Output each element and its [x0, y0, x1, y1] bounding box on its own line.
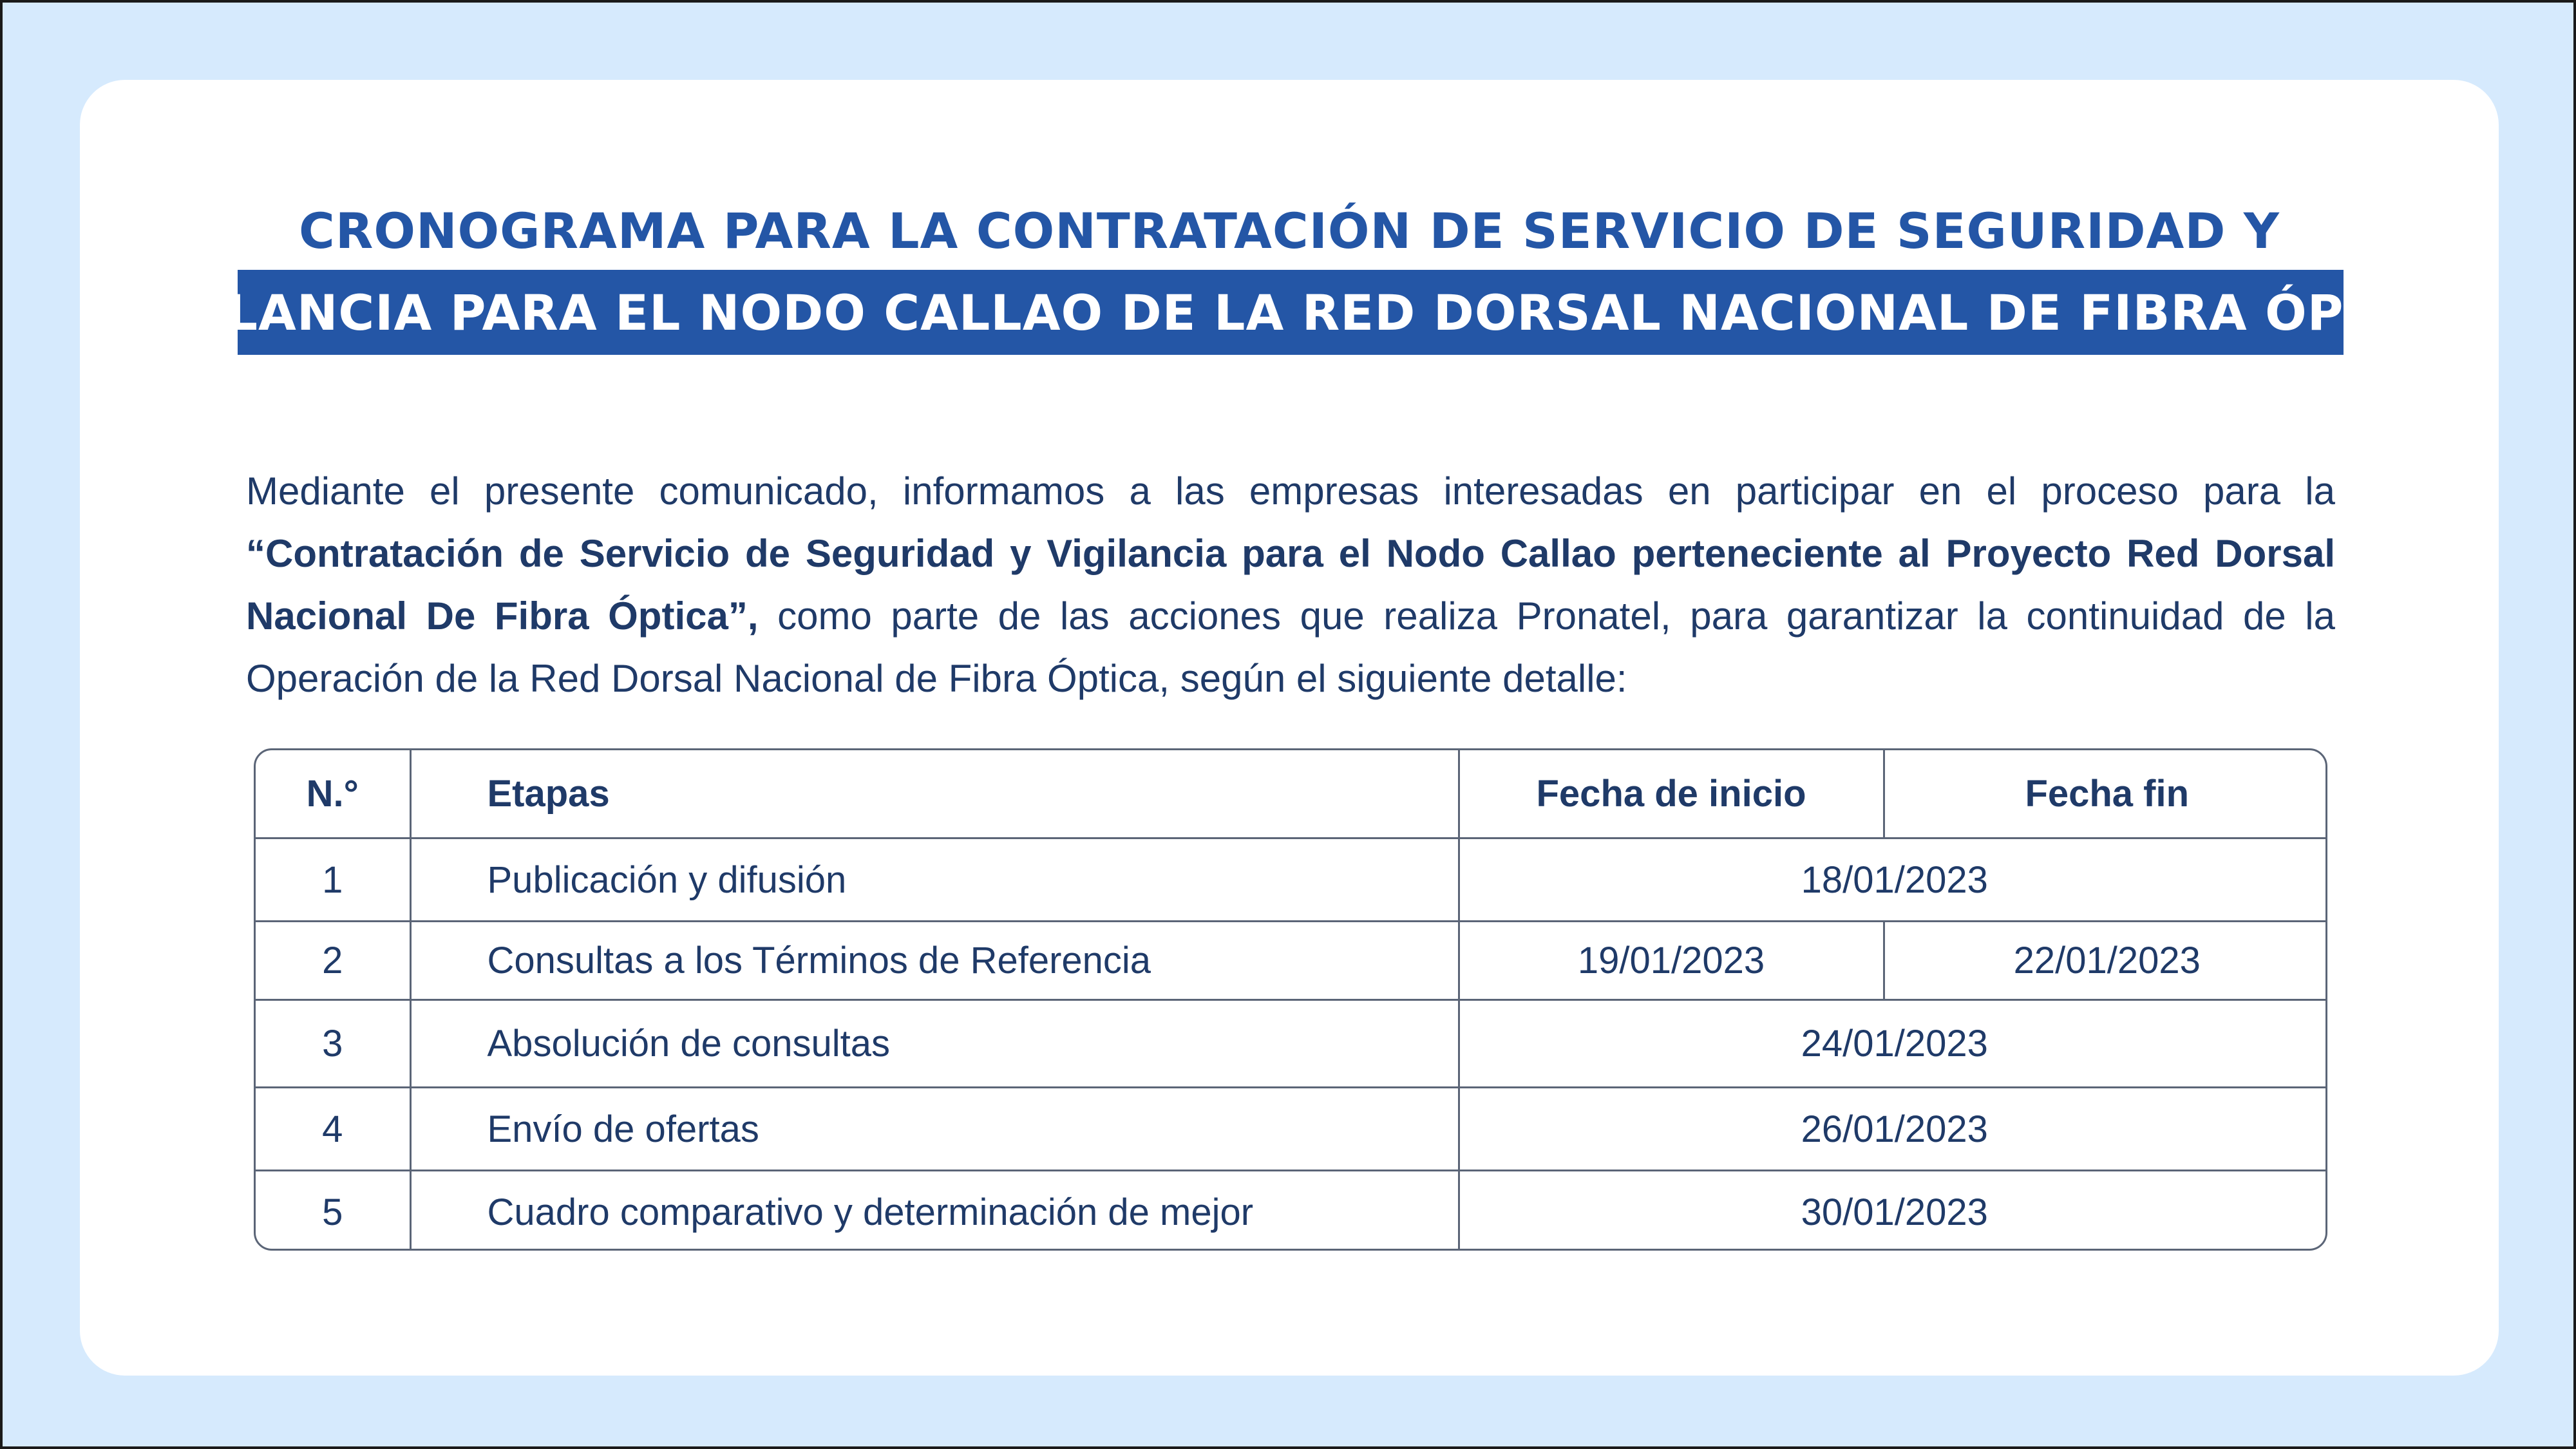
- intro-text-bold: “Contratación de Servicio de Seguridad y Vigilancia para el Nodo Callao perteneciente al Proyecto Red Dorsal Nacional De Fibra Óptica”,: [246, 532, 2335, 638]
- row-num: 5: [256, 1171, 410, 1251]
- row-end-date: 22/01/2023: [1884, 922, 2327, 1000]
- table-row: [256, 1000, 2327, 1088]
- table-row: [256, 922, 2327, 1000]
- row-num: 1: [256, 838, 410, 922]
- row-stage: Consultas a los Términos de Referencia: [410, 922, 1459, 1000]
- header-start-date: Fecha de inicio: [1459, 750, 1884, 838]
- table-row: [256, 1088, 2327, 1171]
- table-row: [256, 838, 2327, 922]
- row-stage: Cuadro comparativo y determinación de mejor: [410, 1171, 1459, 1251]
- header-num: N.°: [256, 750, 410, 838]
- row-num: 3: [256, 1000, 410, 1088]
- row-num: 4: [256, 1088, 410, 1171]
- document-card: [80, 80, 2499, 1376]
- table-row: [256, 1171, 2327, 1251]
- row-stage: Publicación y difusión: [410, 838, 1459, 922]
- row-date: 30/01/2023: [1459, 1171, 2327, 1251]
- intro-text-start: Mediante el presente comunicado, informamos a las empresas interesadas en participar en el proceso para la: [246, 469, 2335, 513]
- title-line-2-banner: [109, 270, 2472, 355]
- header-end-date: Fecha fin: [1884, 750, 2327, 838]
- title-line-2: VIGILANCIA PARA EL NODO CALLAO DE LA RED DORSAL NACIONAL DE FIBRA ÓPTICA: [109, 283, 2472, 341]
- header-stage: Etapas: [410, 750, 1459, 838]
- intro-paragraph: [246, 460, 2335, 710]
- row-stage: Absolución de consultas: [410, 1000, 1459, 1088]
- intro-text-end: como parte de las acciones que realiza Pronatel, para garantizar la continuidad de la Operación de la Red Dorsal Nacional de Fibra Óptica, según el siguiente detalle:: [246, 594, 2336, 700]
- title-line-1: CRONOGRAMA PARA LA CONTRATACIÓN DE SERVICIO DE SEGURIDAD Y: [299, 202, 2280, 260]
- row-stage: Envío de ofertas: [410, 1088, 1459, 1171]
- table-header-row: [256, 750, 2327, 838]
- row-date: 24/01/2023: [1459, 1000, 2327, 1088]
- row-date: 18/01/2023: [1459, 838, 2327, 922]
- row-date: 26/01/2023: [1459, 1088, 2327, 1171]
- row-start-date: 19/01/2023: [1459, 922, 1884, 1000]
- row-num: 2: [256, 922, 410, 1000]
- schedule-table: [254, 748, 2327, 1251]
